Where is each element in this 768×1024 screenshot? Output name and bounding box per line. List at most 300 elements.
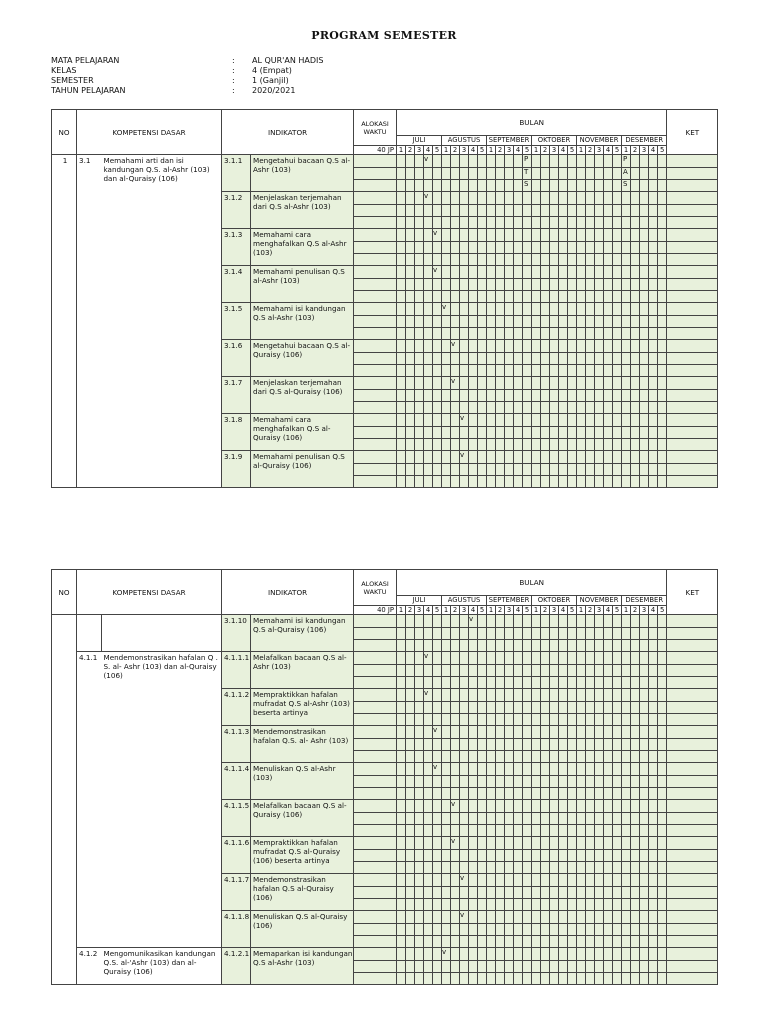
week-cell xyxy=(442,739,451,751)
alokasi-cell xyxy=(354,217,397,229)
week-cell xyxy=(514,677,523,689)
week-cell xyxy=(532,714,541,726)
week-cell xyxy=(604,254,613,266)
week-cell xyxy=(424,899,433,911)
week-cell xyxy=(514,640,523,652)
week-cell xyxy=(505,862,514,874)
week-cell xyxy=(406,640,415,652)
ket-cell xyxy=(667,390,718,402)
week-cell xyxy=(415,217,424,229)
week-cell xyxy=(640,242,649,254)
week-cell xyxy=(433,254,442,266)
week-cell xyxy=(496,615,505,628)
week-cell: v xyxy=(460,414,469,427)
week-cell xyxy=(631,155,640,168)
week-cell xyxy=(523,702,532,714)
week-cell xyxy=(478,328,487,340)
week-cell xyxy=(514,229,523,242)
week-cell xyxy=(640,763,649,776)
week-cell xyxy=(541,353,550,365)
week-cell xyxy=(514,476,523,488)
week-cell xyxy=(424,862,433,874)
week-cell xyxy=(487,180,496,192)
week-cell xyxy=(604,948,613,961)
week-cell xyxy=(577,340,586,353)
week-cell xyxy=(406,763,415,776)
week-cell xyxy=(640,652,649,665)
week-cell xyxy=(442,155,451,168)
week-cell xyxy=(451,973,460,985)
week-cell xyxy=(622,615,631,628)
alokasi-cell xyxy=(354,279,397,291)
week-cell xyxy=(478,911,487,924)
week-cell xyxy=(460,390,469,402)
week-cell xyxy=(415,328,424,340)
week-cell xyxy=(406,726,415,739)
week-cell xyxy=(496,303,505,316)
week-cell xyxy=(397,837,406,850)
week-cell xyxy=(460,464,469,476)
week-cell xyxy=(406,677,415,689)
week-cell xyxy=(640,439,649,451)
week-cell xyxy=(595,303,604,316)
week-cell xyxy=(559,973,568,985)
week-cell xyxy=(622,316,631,328)
week-cell xyxy=(595,887,604,899)
week-cell xyxy=(595,899,604,911)
week-cell xyxy=(649,155,658,168)
week-cell xyxy=(577,813,586,825)
week-cell xyxy=(613,328,622,340)
week-cell xyxy=(550,813,559,825)
week-cell xyxy=(523,628,532,640)
alokasi-cell xyxy=(354,291,397,303)
week-cell xyxy=(469,739,478,751)
week-cell xyxy=(568,899,577,911)
week-cell xyxy=(577,776,586,788)
week-cell xyxy=(631,640,640,652)
header-kompetensi-dasar: KOMPETENSI DASAR xyxy=(77,110,222,155)
week-cell xyxy=(613,837,622,850)
header-ket: KET xyxy=(667,110,718,155)
week-cell xyxy=(514,205,523,217)
week-cell xyxy=(433,402,442,414)
week-cell xyxy=(415,476,424,488)
week-cell xyxy=(604,714,613,726)
week-cell xyxy=(451,155,460,168)
week-cell xyxy=(613,464,622,476)
week-cell xyxy=(622,192,631,205)
week-cell xyxy=(433,665,442,677)
week-cell xyxy=(640,155,649,168)
week-cell xyxy=(442,217,451,229)
week-cell xyxy=(577,628,586,640)
indicator-text: Mendemonstrasikan hafalan Q.S al-Quraisy (106) xyxy=(251,874,354,911)
ket-cell xyxy=(667,739,718,751)
week-cell xyxy=(550,180,559,192)
week-cell xyxy=(613,155,622,168)
header-week-number: 5 xyxy=(523,146,532,155)
week-cell: v xyxy=(451,837,460,850)
week-cell xyxy=(451,739,460,751)
week-cell xyxy=(460,242,469,254)
week-cell xyxy=(514,800,523,813)
week-cell xyxy=(523,825,532,837)
week-cell xyxy=(442,837,451,850)
week-cell xyxy=(523,414,532,427)
week-cell xyxy=(550,155,559,168)
week-cell xyxy=(568,303,577,316)
week-cell xyxy=(550,640,559,652)
week-cell xyxy=(487,911,496,924)
week-cell xyxy=(559,788,568,800)
week-cell xyxy=(640,328,649,340)
week-cell xyxy=(577,948,586,961)
week-cell xyxy=(622,961,631,973)
week-cell xyxy=(433,837,442,850)
week-cell xyxy=(649,353,658,365)
week-cell xyxy=(514,266,523,279)
header-week-number: 4 xyxy=(424,146,433,155)
ket-cell xyxy=(667,862,718,874)
week-cell xyxy=(595,924,604,936)
week-cell xyxy=(568,168,577,180)
ket-cell xyxy=(667,665,718,677)
week-cell xyxy=(568,726,577,739)
week-cell xyxy=(550,303,559,316)
week-cell xyxy=(433,414,442,427)
week-cell xyxy=(433,340,442,353)
indicator-text: Mempraktikkan hafalan mufradat Q.S al-Quraisy (106) beserta artinya xyxy=(251,837,354,874)
week-cell xyxy=(433,813,442,825)
week-cell xyxy=(568,776,577,788)
week-cell xyxy=(424,402,433,414)
week-cell xyxy=(559,665,568,677)
week-cell xyxy=(406,155,415,168)
week-cell xyxy=(640,702,649,714)
week-cell xyxy=(460,266,469,279)
week-cell xyxy=(658,726,667,739)
header-week-number: 3 xyxy=(460,606,469,615)
indicator-text: Melafalkan bacaan Q.S al-Quraisy (106) xyxy=(251,800,354,837)
week-cell xyxy=(604,924,613,936)
week-cell xyxy=(397,217,406,229)
week-cell xyxy=(478,439,487,451)
week-cell xyxy=(451,825,460,837)
week-cell xyxy=(568,427,577,439)
week-cell xyxy=(586,242,595,254)
week-cell xyxy=(613,776,622,788)
week-cell xyxy=(397,677,406,689)
header-week-number: 5 xyxy=(523,606,532,615)
week-cell xyxy=(478,788,487,800)
week-cell xyxy=(433,911,442,924)
week-cell xyxy=(595,813,604,825)
header-week-number: 2 xyxy=(541,606,550,615)
indicator-code: 3.1.2 xyxy=(222,192,251,229)
week-cell xyxy=(568,813,577,825)
week-cell xyxy=(658,615,667,628)
week-cell xyxy=(658,936,667,948)
indicator-code: 3.1.7 xyxy=(222,377,251,414)
week-cell xyxy=(406,924,415,936)
week-cell xyxy=(505,266,514,279)
week-cell xyxy=(451,242,460,254)
week-cell xyxy=(451,874,460,887)
header-kompetensi-dasar: KOMPETENSI DASAR xyxy=(77,570,222,615)
week-cell xyxy=(478,390,487,402)
week-cell xyxy=(550,340,559,353)
week-cell xyxy=(424,340,433,353)
alokasi-cell xyxy=(354,665,397,677)
week-cell xyxy=(550,825,559,837)
week-cell xyxy=(487,205,496,217)
alokasi-cell xyxy=(354,825,397,837)
week-cell xyxy=(604,763,613,776)
header-week-number: 5 xyxy=(433,146,442,155)
week-cell xyxy=(658,254,667,266)
week-cell xyxy=(631,665,640,677)
week-cell xyxy=(442,476,451,488)
week-cell: v xyxy=(451,377,460,390)
week-cell xyxy=(595,751,604,763)
week-cell xyxy=(658,702,667,714)
pas-marker: S xyxy=(622,180,631,192)
indicator-code: 4.1.2.1 xyxy=(222,948,251,985)
week-cell xyxy=(541,702,550,714)
week-cell xyxy=(514,961,523,973)
week-cell xyxy=(559,837,568,850)
week-cell xyxy=(559,862,568,874)
week-cell xyxy=(604,377,613,390)
week-cell xyxy=(397,862,406,874)
week-cell xyxy=(424,973,433,985)
week-cell xyxy=(613,640,622,652)
week-cell xyxy=(397,825,406,837)
week-cell xyxy=(478,427,487,439)
week-cell xyxy=(424,800,433,813)
week-cell xyxy=(514,155,523,168)
week-cell xyxy=(577,936,586,948)
week-cell xyxy=(532,800,541,813)
header-week-number: 1 xyxy=(622,146,631,155)
week-cell xyxy=(424,168,433,180)
kd-text: Memahami arti dan isi kandungan Q.S. al-Ashr (103) dan al-Quraisy (106) xyxy=(102,155,222,488)
week-cell xyxy=(577,439,586,451)
week-cell xyxy=(595,316,604,328)
week-cell xyxy=(649,168,658,180)
week-cell xyxy=(406,353,415,365)
week-cell xyxy=(658,291,667,303)
week-cell xyxy=(541,924,550,936)
indicator-text: Memahami penulisan Q.S al-Ashr (103) xyxy=(251,266,354,303)
week-cell xyxy=(586,266,595,279)
week-cell xyxy=(406,615,415,628)
week-cell xyxy=(514,439,523,451)
week-cell xyxy=(604,427,613,439)
week-cell xyxy=(532,439,541,451)
week-cell xyxy=(442,850,451,862)
week-cell xyxy=(577,192,586,205)
week-cell xyxy=(532,353,541,365)
week-cell xyxy=(397,689,406,702)
week-cell xyxy=(640,628,649,640)
week-cell xyxy=(523,862,532,874)
week-cell xyxy=(397,714,406,726)
week-cell xyxy=(541,615,550,628)
week-cell xyxy=(397,628,406,640)
week-cell xyxy=(442,726,451,739)
week-cell xyxy=(613,788,622,800)
week-cell xyxy=(415,813,424,825)
week-cell xyxy=(415,862,424,874)
header-week-number: 2 xyxy=(496,606,505,615)
week-cell xyxy=(433,936,442,948)
week-cell xyxy=(550,464,559,476)
header-week-number: 5 xyxy=(613,146,622,155)
week-cell xyxy=(649,726,658,739)
week-cell xyxy=(604,205,613,217)
week-cell: v xyxy=(424,155,433,168)
header-bulan: BULAN xyxy=(397,110,667,136)
week-cell xyxy=(568,377,577,390)
week-cell xyxy=(532,726,541,739)
week-cell xyxy=(586,168,595,180)
week-cell xyxy=(523,714,532,726)
week-cell xyxy=(397,702,406,714)
week-cell xyxy=(478,464,487,476)
alokasi-cell xyxy=(354,439,397,451)
week-cell xyxy=(442,340,451,353)
meta-separator: : xyxy=(232,76,235,85)
week-cell xyxy=(415,229,424,242)
week-cell xyxy=(604,837,613,850)
week-cell xyxy=(568,451,577,464)
week-cell xyxy=(496,180,505,192)
week-cell xyxy=(424,726,433,739)
alokasi-cell xyxy=(354,451,397,464)
week-cell xyxy=(442,973,451,985)
week-cell xyxy=(487,377,496,390)
ket-cell xyxy=(667,266,718,279)
ket-cell xyxy=(667,168,718,180)
week-cell xyxy=(649,279,658,291)
week-cell xyxy=(622,874,631,887)
week-cell xyxy=(550,702,559,714)
week-cell xyxy=(613,414,622,427)
week-cell xyxy=(550,402,559,414)
week-cell xyxy=(568,948,577,961)
indicator-text: Melafalkan bacaan Q.S al-Ashr (103) xyxy=(251,652,354,689)
week-cell xyxy=(433,390,442,402)
week-cell xyxy=(496,714,505,726)
week-cell xyxy=(532,813,541,825)
week-cell xyxy=(469,702,478,714)
week-cell xyxy=(460,763,469,776)
week-cell xyxy=(460,751,469,763)
header-week-number: 3 xyxy=(640,146,649,155)
week-cell xyxy=(451,229,460,242)
week-cell xyxy=(478,677,487,689)
week-cell: v xyxy=(442,948,451,961)
week-cell xyxy=(523,899,532,911)
week-cell xyxy=(595,665,604,677)
week-cell xyxy=(514,887,523,899)
week-cell xyxy=(613,266,622,279)
week-cell xyxy=(478,168,487,180)
week-cell xyxy=(523,377,532,390)
week-cell xyxy=(604,874,613,887)
week-cell: v xyxy=(469,615,478,628)
week-cell xyxy=(406,168,415,180)
week-cell xyxy=(469,279,478,291)
ket-cell xyxy=(667,726,718,739)
meta-row xyxy=(51,66,323,76)
week-cell xyxy=(568,825,577,837)
week-cell xyxy=(559,677,568,689)
week-cell xyxy=(658,887,667,899)
week-cell xyxy=(460,168,469,180)
alokasi-cell xyxy=(354,924,397,936)
week-cell xyxy=(514,192,523,205)
week-cell xyxy=(460,217,469,229)
week-cell xyxy=(658,328,667,340)
week-cell xyxy=(514,303,523,316)
week-cell xyxy=(496,677,505,689)
week-cell xyxy=(604,813,613,825)
week-cell xyxy=(415,168,424,180)
week-cell xyxy=(649,377,658,390)
ket-cell xyxy=(667,850,718,862)
week-cell xyxy=(604,628,613,640)
week-cell xyxy=(541,973,550,985)
week-cell xyxy=(496,628,505,640)
week-cell xyxy=(505,192,514,205)
ket-cell xyxy=(667,677,718,689)
week-cell xyxy=(469,192,478,205)
table-row xyxy=(52,948,718,961)
week-cell xyxy=(523,652,532,665)
week-cell xyxy=(577,205,586,217)
week-cell xyxy=(658,353,667,365)
week-cell xyxy=(451,677,460,689)
week-cell xyxy=(550,266,559,279)
week-cell xyxy=(451,924,460,936)
week-cell xyxy=(451,702,460,714)
week-cell xyxy=(577,451,586,464)
week-cell xyxy=(586,353,595,365)
week-cell xyxy=(559,652,568,665)
week-cell xyxy=(424,887,433,899)
week-cell xyxy=(487,788,496,800)
week-cell xyxy=(397,414,406,427)
week-cell xyxy=(595,628,604,640)
week-cell xyxy=(586,714,595,726)
week-cell xyxy=(631,242,640,254)
week-cell xyxy=(649,948,658,961)
week-cell xyxy=(406,316,415,328)
week-cell xyxy=(532,365,541,377)
week-cell xyxy=(406,911,415,924)
week-cell xyxy=(451,217,460,229)
ket-cell xyxy=(667,291,718,303)
week-cell xyxy=(496,726,505,739)
week-cell xyxy=(568,665,577,677)
week-cell xyxy=(523,837,532,850)
week-cell xyxy=(487,279,496,291)
week-cell xyxy=(604,825,613,837)
week-cell xyxy=(559,254,568,266)
